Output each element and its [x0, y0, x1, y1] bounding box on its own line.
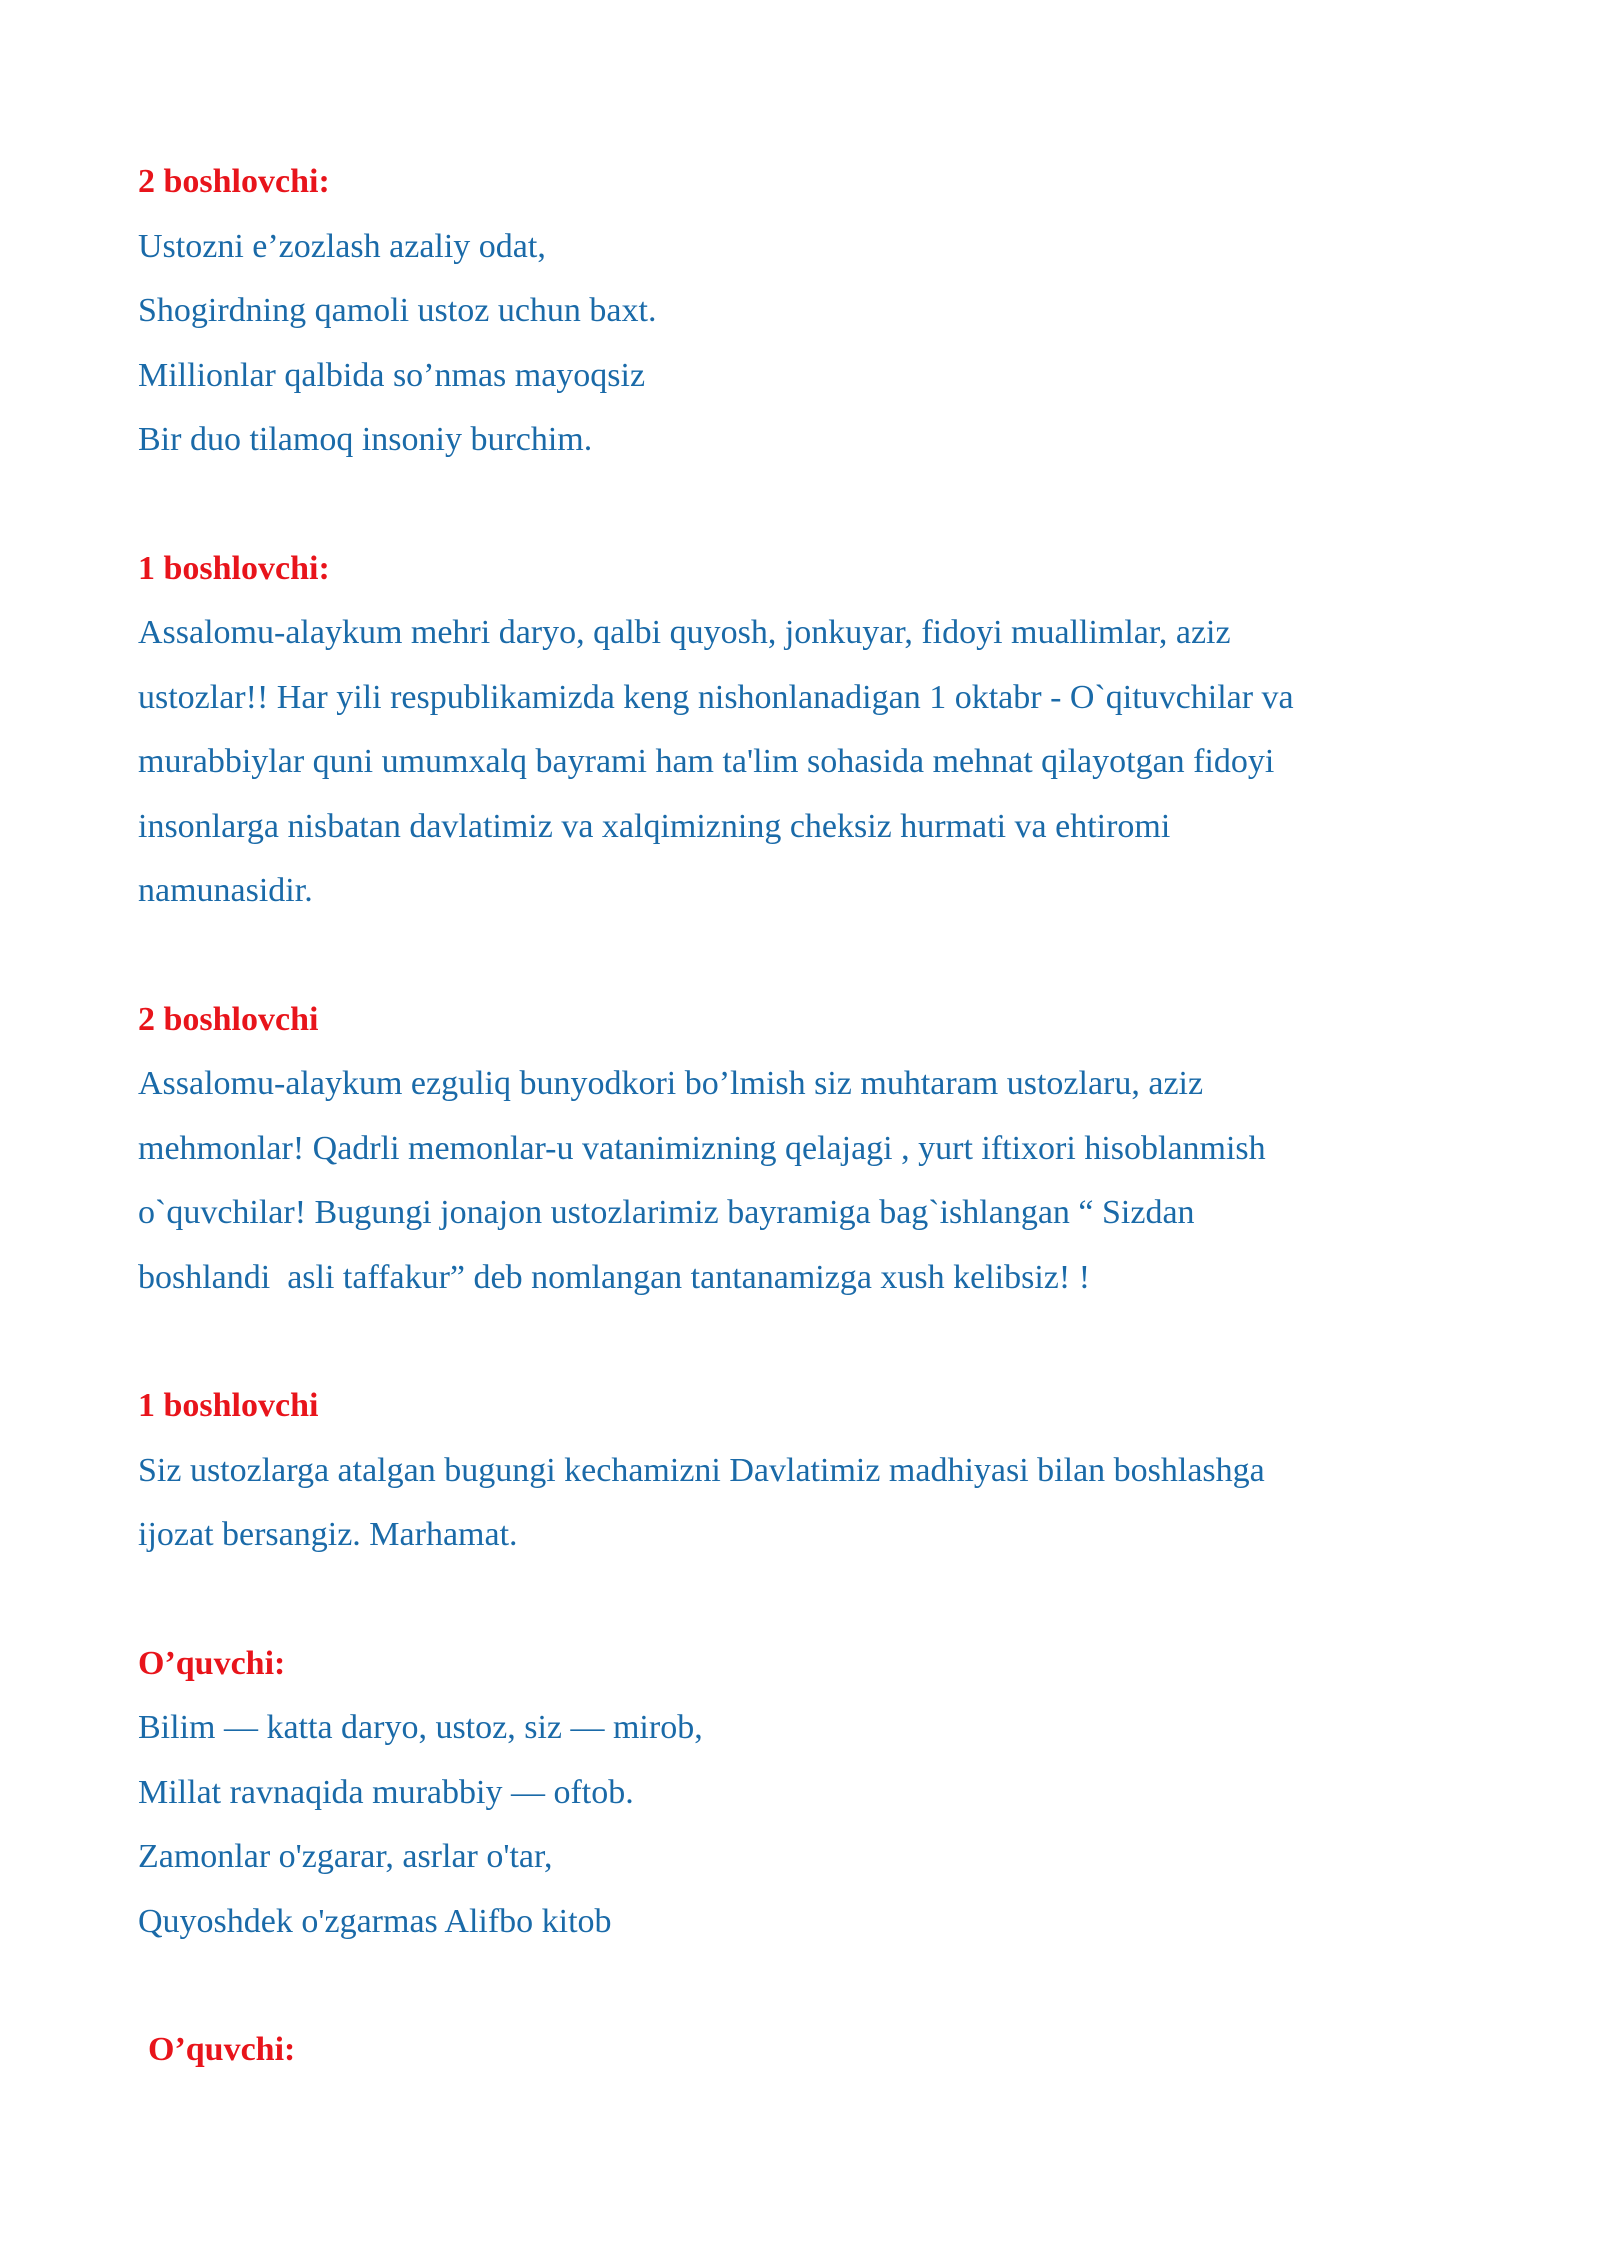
text-line: o`quvchilar! Bugungi jonajon ustozlarimiz bayramiga bag`ishlangan “ Sizdan [138, 1194, 1195, 1231]
script-section [138, 150, 1468, 473]
paragraph [138, 601, 1468, 924]
paragraph [138, 1052, 1468, 1310]
paragraph [138, 1439, 1468, 1568]
speaker-label: O’quvchi: [148, 2031, 296, 2068]
script-section [138, 1632, 1468, 1955]
script-section [138, 2018, 1468, 2083]
text-line: mehmonlar! Qadrli memonlar-u vatanimizning qelajagi , yurt iftixori hisoblanmish [138, 1129, 1266, 1167]
text-line: Bir duo tilamoq insoniy burchim. [138, 421, 593, 458]
text-line: Shogirdning qamoli ustoz uchun baxt. [138, 292, 657, 329]
speaker-label: 1 boshlovchi [138, 1387, 319, 1424]
text-line: Millionlar qalbida so’nmas mayoqsiz [138, 356, 646, 394]
text-line: Quyoshdek o'zgarmas Alifbo kitob [138, 1902, 612, 1940]
text-line: Assalomu-alaykum ezguliq bunyodkori bo’lmish siz muhtaram ustozlaru, aziz [138, 1065, 1204, 1102]
text-line: Bilim — katta daryo, ustoz, siz — mirob, [138, 1709, 703, 1746]
script-section [138, 537, 1468, 924]
document-page [138, 150, 1468, 2147]
text-line: Assalomu-alaykum mehri daryo, qalbi quyosh, jonkuyar, fidoyi muallimlar, aziz [138, 614, 1231, 651]
speaker-label: 2 boshlovchi: [138, 163, 330, 200]
speaker-label: O’quvchi: [138, 1644, 286, 1682]
text-line: Siz ustozlarga atalgan bugungi kechamizni Davlatimiz madhiyasi bilan boshlashga [138, 1451, 1265, 1489]
text-line: boshlandi asli taffakur” deb nomlangan tantanamizga xush kelibsiz! ! [138, 1258, 1091, 1296]
text-line: Millat ravnaqida murabbiy — oftob. [138, 1773, 634, 1811]
text-line: namunasidir. [138, 872, 313, 909]
speaker-label: 1 boshlovchi: [138, 549, 330, 587]
text-line: Zamonlar o'zgarar, asrlar o'tar, [138, 1838, 553, 1875]
text-line: ijozat bersangiz. Marhamat. [138, 1516, 518, 1553]
script-section [138, 1374, 1468, 1568]
speaker-label: 2 boshlovchi [138, 1000, 319, 1038]
text-line: Ustozni e’zozlash azaliy odat, [138, 227, 546, 265]
script-section [138, 988, 1468, 1311]
text-line: insonlarga nisbatan davlatimiz va xalqimizning cheksiz hurmati va ehtiromi [138, 807, 1171, 845]
text-line: ustozlar!! Har yili respublikamizda keng nishonlanadigan 1 oktabr - O`qituvchilar va [138, 678, 1294, 716]
text-line: murabbiylar quni umumxalq bayrami ham ta'lim sohasida mehnat qilayotgan fidoyi [138, 743, 1275, 780]
